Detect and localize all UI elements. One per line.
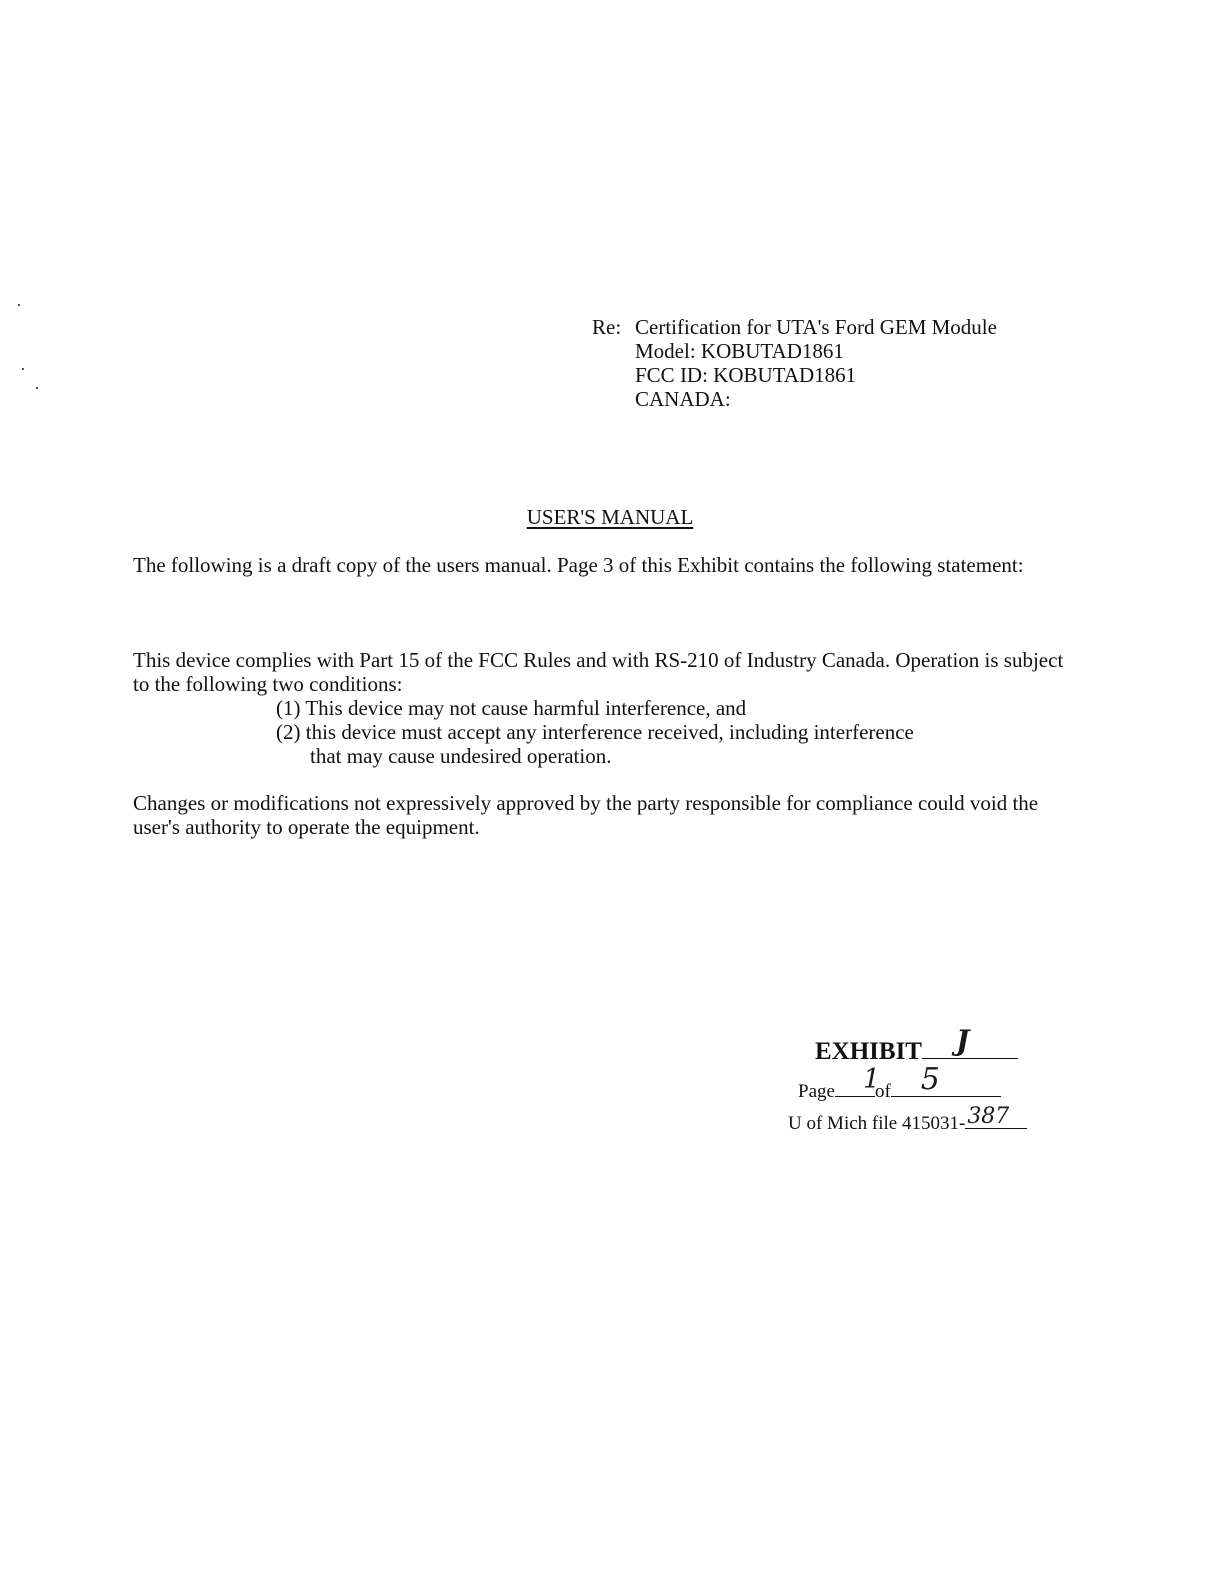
document-title	[0, 505, 1224, 530]
page-number-blank	[835, 1064, 881, 1097]
scan-speck	[22, 368, 24, 370]
statement-paragraph: This device complies with Part 15 of the FCC Rules and with RS-210 of Industry Canada. Operation is subject to the following two conditions:	[133, 648, 1064, 696]
of-label: of	[874, 1081, 891, 1102]
exhibit-label: EXHIBIT	[815, 1038, 922, 1065]
re-subject-row	[592, 315, 997, 339]
re-block	[592, 315, 997, 411]
scan-speck	[36, 387, 38, 389]
file-number-blank	[965, 1104, 1027, 1129]
condition-2-line-2: that may cause undesired operation.	[310, 744, 612, 768]
intro-paragraph: The following is a draft copy of the users manual. Page 3 of this Exhibit contains the following statement:	[133, 553, 1024, 577]
changes-paragraph: Changes or modifications not expressively approved by the party responsible for compliance could void the user's authority to operate the equipment.	[133, 791, 1039, 839]
exhibit-page-line	[798, 1062, 1001, 1103]
re-model: Model: KOBUTAD1861	[635, 339, 844, 363]
file-label: U of Mich file 415031-	[788, 1113, 966, 1134]
page-total-blank	[891, 1062, 1001, 1097]
condition-1: (1) This device may not cause harmful interference, and	[276, 696, 747, 720]
page-label: Page	[798, 1081, 835, 1102]
exhibit-file-line	[788, 1104, 1027, 1135]
exhibit-stamp	[780, 1024, 1100, 1140]
re-subject: Certification for UTA's Ford GEM Module	[635, 315, 997, 339]
exhibit-letter-handwritten: J	[955, 1024, 970, 1057]
title-text: USER'S MANUAL	[526, 505, 694, 529]
page-total-handwritten: 5	[920, 1062, 940, 1097]
exhibit-letter-blank	[922, 1024, 1018, 1059]
re-label: Re:	[592, 315, 622, 339]
condition-2-line-1: (2) this device must accept any interference received, including interference	[276, 720, 914, 744]
condition-2	[276, 720, 1036, 768]
file-number-handwritten: 387	[967, 1104, 1010, 1129]
scan-speck	[18, 304, 20, 306]
re-canada: CANADA:	[635, 387, 731, 411]
re-fcc-id: FCC ID: KOBUTAD1861	[635, 363, 857, 387]
page-number-handwritten: 1	[862, 1064, 881, 1095]
exhibit-title-line	[815, 1024, 1018, 1066]
